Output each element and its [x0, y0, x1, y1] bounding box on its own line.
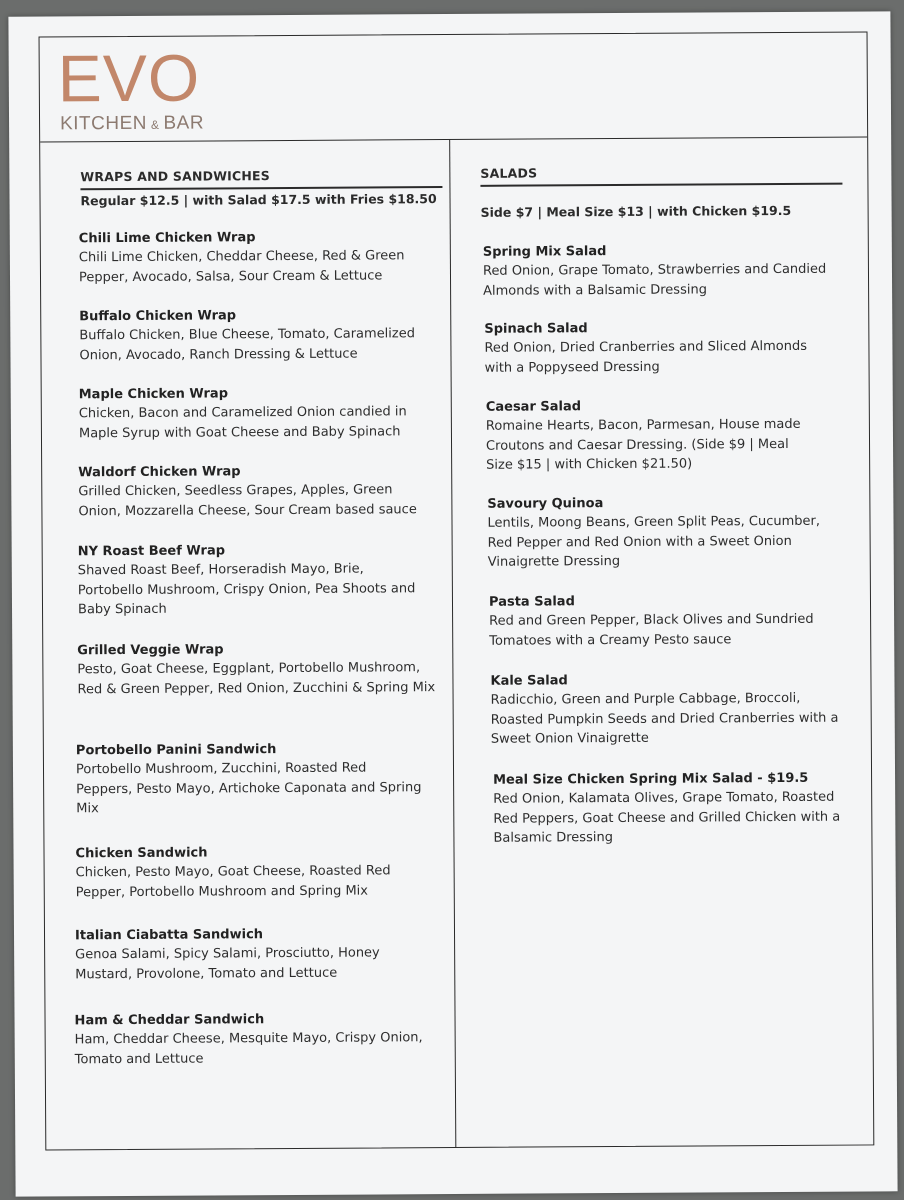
item-name: Grilled Veggie Wrap	[77, 642, 224, 659]
item-name: Buffalo Chicken Wrap	[79, 308, 237, 325]
item-description: Red Onion, Grape Tomato, Strawberries and Candied Almonds with a Balsamic Dressing	[482, 261, 827, 299]
item-description: Grilled Chicken, Seedless Grapes, Apples, Green Onion, Mozzarella Cheese, Sour Cream based sauce	[78, 482, 417, 519]
menu-item	[75, 842, 425, 902]
menu-item	[493, 769, 855, 849]
item-name: Portobello Panini Sandwich	[75, 742, 277, 759]
menu-item	[78, 540, 430, 620]
item-description: Portobello Mushroom, Zucchini, Roasted Red Peppers, Pesto Mayo, Artichoke Caponata and Spring Mix	[75, 760, 422, 817]
item-name: Spring Mix Salad	[482, 244, 607, 260]
menu-item	[79, 305, 429, 365]
menu-paper	[8, 11, 897, 1196]
item-name: Spinach Salad	[484, 321, 588, 337]
wraps-header	[80, 167, 442, 208]
section-title: SALADS	[480, 164, 842, 187]
item-description: Buffalo Chicken, Blue Cheese, Tomato, Caramelized Onion, Avocado, Ranch Dressing & Lettuce	[79, 326, 416, 363]
logo-subtitle	[60, 113, 204, 136]
menu-item	[484, 318, 814, 378]
item-name: Chili Lime Chicken Wrap	[78, 230, 256, 247]
menu-header	[40, 32, 868, 142]
logo-evo: EVO	[57, 40, 201, 116]
item-description: Romaine Hearts, Bacon, Parmesan, House made Croutons and Caesar Dressing. (Side $9 | Meal Size $15 | with Chicken $21.50)	[485, 416, 801, 473]
item-name: Italian Ciabatta Sandwich	[74, 927, 264, 944]
item-description: Pesto, Goat Cheese, Eggplant, Portobello Mushroom, Red & Green Pepper, Red Onion, Zucchini & Spring Mix	[77, 660, 436, 697]
section-price: Regular $12.5 | with Salad $17.5 with Fries $18.50	[80, 191, 437, 209]
menu-item	[483, 241, 835, 301]
menu-item	[79, 227, 429, 287]
item-description: Ham, Cheddar Cheese, Mesquite Mayo, Crispy Onion, Tomato and Lettuce	[74, 1030, 423, 1067]
item-description: Chili Lime Chicken, Cheddar Cheese, Red & Green Pepper, Avocado, Salsa, Sour Cream & Lettuce	[78, 248, 405, 285]
menu-item	[77, 639, 439, 699]
menu-item	[74, 1009, 424, 1069]
item-description: Chicken, Bacon and Caramelized Onion candied in Maple Syrup with Goat Cheese and Baby Spinach	[78, 404, 407, 441]
menu-item	[79, 383, 429, 443]
item-description: Radicchio, Green and Purple Cabbage, Broccoli, Roasted Pumpkin Seeds and Dried Cranberries with a Sweet Onion Vinaigrette	[490, 690, 839, 747]
item-name: Meal Size Chicken Spring Mix Salad - $19.5	[493, 770, 809, 788]
item-description: Red Onion, Kalamata Olives, Grape Tomato, Roasted Red Peppers, Goat Cheese and Grilled Chicken with a Balsamic Dressing	[493, 789, 841, 846]
menu-item	[486, 396, 816, 476]
logo-sub-bar: BAR	[163, 112, 205, 134]
salads-column	[450, 136, 873, 1147]
item-description: Red and Green Pepper, Black Olives and Sundried Tomatoes with a Creamy Pesto sauce	[489, 611, 814, 649]
menu-item	[76, 739, 426, 819]
salads-header	[480, 164, 842, 187]
item-name: Caesar Salad	[485, 399, 582, 415]
item-description: Shaved Roast Beef, Horseradish Mayo, Brie, Portobello Mushroom, Crispy Onion, Pea Shoots and Baby Spinach	[77, 561, 416, 618]
item-name: Waldorf Chicken Wrap	[78, 464, 241, 481]
item-name: Pasta Salad	[488, 594, 575, 610]
item-description: Lentils, Moong Beans, Green Split Peas, Cucumber, Red Pepper and Red Onion with a Sweet Onion Vinaigrette Dressing	[487, 513, 821, 570]
menu-item	[489, 591, 834, 651]
logo-sub-kitchen: KITCHEN	[59, 112, 148, 135]
section-price: Side $7 | Meal Size $13 | with Chicken $19.5	[480, 202, 792, 220]
item-name: NY Roast Beef Wrap	[77, 543, 226, 560]
item-name: Maple Chicken Wrap	[78, 386, 229, 403]
item-name: Savoury Quinoa	[487, 496, 604, 512]
wraps-sandwiches-column	[40, 139, 456, 1149]
logo-sub-amp: &	[150, 117, 160, 132]
menu-item	[487, 493, 832, 573]
item-description: Red Onion, Dried Cranberries and Sliced Almonds with a Poppyseed Dressing	[484, 338, 808, 376]
menu-item	[75, 924, 425, 984]
item-description: Genoa Salami, Spicy Salami, Prosciutto, Honey Mustard, Provolone, Tomato and Lettuce	[75, 945, 380, 982]
menu-frame	[39, 31, 875, 1150]
item-name: Kale Salad	[490, 673, 568, 689]
item-name: Chicken Sandwich	[75, 845, 208, 862]
item-name: Ham & Cheddar Sandwich	[74, 1012, 265, 1029]
menu-item	[490, 670, 852, 750]
item-description: Chicken, Pesto Mayo, Goat Cheese, Roasted Red Pepper, Portobello Mushroom and Spring Mix	[75, 863, 391, 900]
menu-item	[78, 461, 428, 521]
section-title: WRAPS AND SANDWICHES	[80, 167, 442, 190]
